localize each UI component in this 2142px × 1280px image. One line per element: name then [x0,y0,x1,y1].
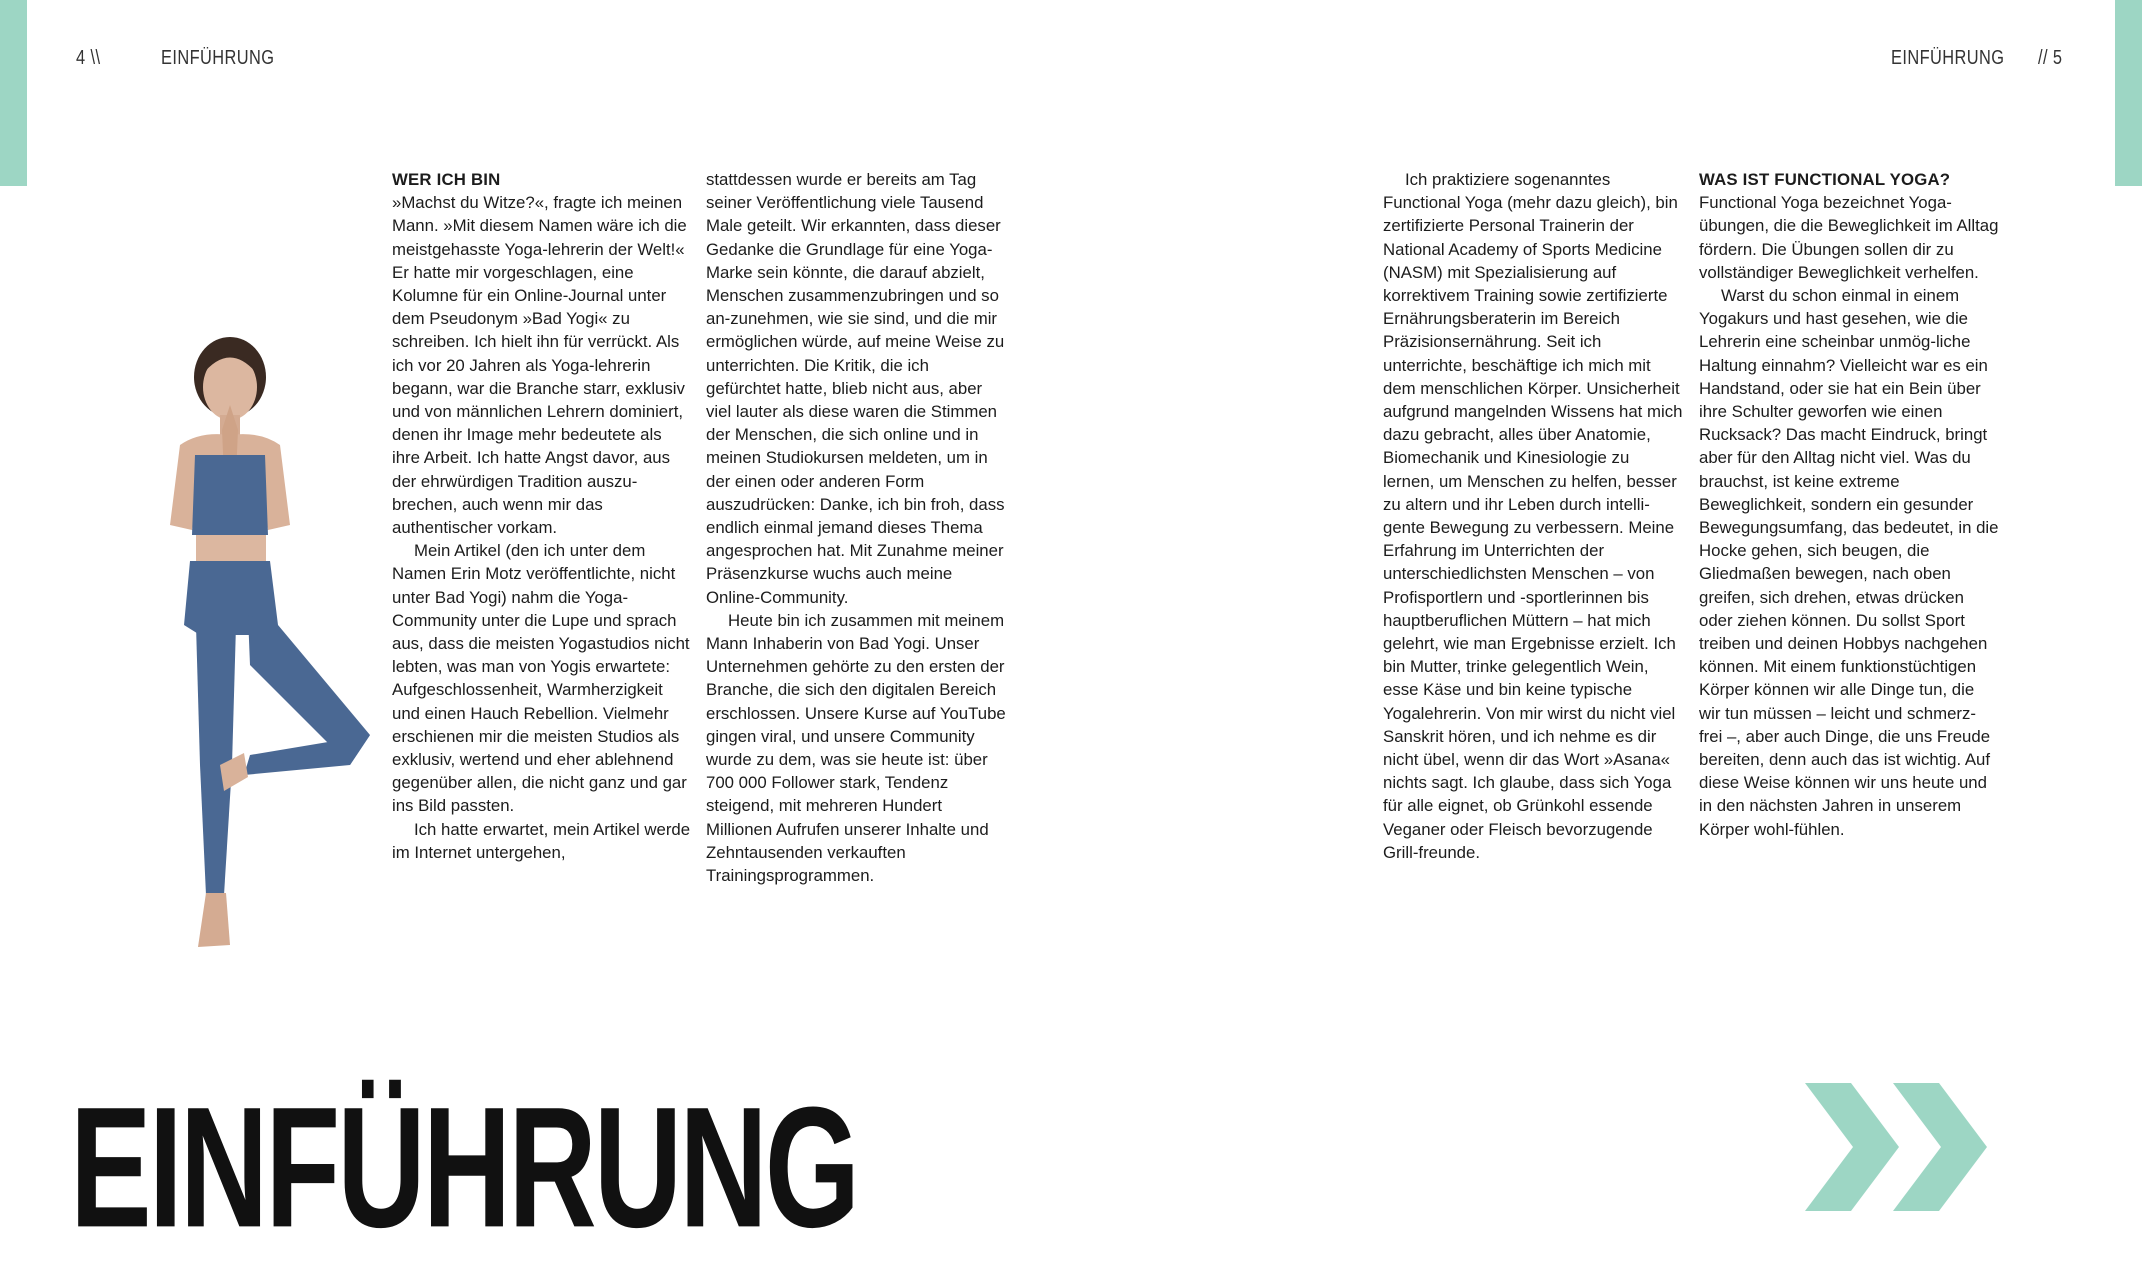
chapter-title: EINFÜHRUNG [70,1071,858,1264]
right-page-number: // 5 [2038,47,2063,69]
column-3 [1383,168,1683,864]
paragraph: »Machst du Witze?«, fragte ich meinen Mann. »Mit diesem Namen wäre ich die meistgehasste Yoga-lehrerin der Welt!« Er hatte mir vorgeschlagen, eine Kolumne für ein Online-Journal unter dem Pseudonym »Bad Yogi« zu schreiben. Ich hielt ihn für verrückt. Als ich vor 20 Jahren als Yoga-lehrerin begann, war die Branche starr, exklusiv und von männlichen Lehrern dominiert, denen ihr Image mehr bedeutete als ihre Arbeit. Ich hatte Angst davor, aus der ehrwürdigen Tradition auszu-brechen, auch wenn mir das authentischer vorkam. [392,193,687,538]
section-heading-who-am-i: WER ICH BIN [392,170,501,189]
standing-foot [198,893,230,947]
column-2 [706,168,1006,887]
chevron-right-icon [1893,1083,1987,1211]
bent-shin [244,735,370,775]
sports-top [192,455,268,535]
paragraph: Heute bin ich zusammen mit meinem Mann Inhaberin von Bad Yogi. Unser Unternehmen gehörte zu den ersten der Branche, die sich den digitalen Bereich erschlossen. Unsere Kurse auf YouTube gingen viral, und unsere Community wurde zu dem, was sie heute ist: über 700 000 Follower stark, Tendenz steigend, mit mehreren Hundert Millionen Aufrufen unserer Inhalte und Zehntausenden verkauften Trainingsprogrammen. [706,610,1006,886]
column-1 [392,168,692,864]
yoga-tree-pose-illustration [140,335,410,955]
left-page-number: 4 \\ [76,47,101,69]
right-running-title: EINFÜHRUNG [1891,47,2005,69]
paragraph: Mein Artikel (den ich unter dem Namen Erin Motz veröffentlichte, nicht unter Bad Yogi) nahm die Yoga-Community unter die Lupe und sprach aus, dass die meisten Yogastudios nicht lebten, was man von Yogis erwartete: Aufgeschlossenheit, Warmherzigkeit und einen Hauch Rebellion. Vielmehr erschienen mir die meisten Studios als exklusiv, wertend und eher ablehnend gegenüber allen, die nicht ganz und gar ins Bild passten. [392,541,690,816]
section-heading-functional-yoga: WAS IST FUNCTIONAL YOGA? [1699,170,1951,189]
chevron-right-icon [1805,1083,1899,1211]
paragraph: Ich praktiziere sogenanntes Functional Yoga (mehr dazu gleich), bin zertifizierte Personal Trainerin der National Academy of Sports Medicine (NASM) mit Spezialisierung auf korrektivem Training sowie zertifizierte Ernährungsberaterin im Bereich Präzisionsernährung. Seit ich unterrichte, beschäftige ich mich mit dem menschlichen Körper. Unsicherheit aufgrund mangelnden Wissens hat mich dazu gebracht, alles über Anatomie, Biomechanik und Kinesiologie zu lernen, um Menschen zu helfen, besser zu altern und ihr Leben durch intelli-gente Bewegung zu verbessern. Meine Erfahrung im Unterrichten der unterschiedlichsten Menschen – von Profisportlern und -sportlerinnen bis hauptberuflichen Müttern – hat mich gelehrt, wie man Ergebnisse erzielt. Ich bin Mutter, trinke gelegentlich Wein, esse Käse und bin keine typische Yogalehrerin. Von mir wirst du nicht viel Sanskrit hören, und ich nehme es dir nicht übel, wenn dir das Wort »Asana« nichts sagt. Ich glaube, dass sich Yoga für alle eignet, ob Grünkohl essende Veganer oder Fleisch bevorzugende Grill-freunde. [1383,170,1683,862]
paragraph: Functional Yoga bezeichnet Yoga-übungen, die die Beweglichkeit im Alltag fördern. Die Übungen sollen dir zu vollständiger Beweglichkeit verhelfen. [1699,193,1999,282]
paragraph: Warst du schon einmal in einem Yogakurs und hast gesehen, wie die Lehrerin eine scheinbar unmög-liche Haltung einnahm? Vielleicht war es ein Handstand, oder sie hat ein Bein über ihre Schulter geworfen wie einen Rucksack? Das macht Eindruck, bringt aber für den Alltag nicht viel. Was du brauchst, ist keine extreme Beweglichkeit, sondern ein gesunder Bewegungsumfang, das bedeutet, in die Hocke gehen, sich beugen, die Gliedmaßen bewegen, nach oben greifen, sich drehen, etwas drücken oder ziehen können. Du sollst Sport treiben und deinen Hobbys nachgehen können. Mit einem funktionstüchtigen Körper können wir alle Dinge tun, die wir tun müssen – leicht und schmerz-frei –, aber auch Dinge, die uns Freude bereiten, denn auch das ist wichtig. Auf diese Weise können wir uns heute und in den nächsten Jahren in unserem Körper wohl-fühlen. [1699,286,1999,839]
column-4 [1699,168,1999,841]
paragraph: Ich hatte erwartet, mein Artikel werde im Internet untergehen, [392,819,691,862]
midriff [196,535,266,561]
right-accent-bar [2115,0,2142,186]
double-chevron-right-icon [1805,1083,1989,1211]
left-running-title: EINFÜHRUNG [161,47,275,69]
paragraph: stattdessen wurde er bereits am Tag seiner Veröffentlichung viele Tausend Male geteilt. Wir erkannten, dass dieser Gedanke die Grundlage für eine Yoga-Marke sein könnte, die darauf abzielt, Menschen zusammenzubringen und so an-zunehmen, wie sie sind, und die mir ermöglichen würde, auf meine Weise zu unterrichten. Die Kritik, die ich gefürchtet hatte, blieb nicht aus, aber viel lauter als diese waren die Stimmen der Menschen, die sich online und in meinen Studiokursen meldeten, um in der einen oder anderen Form auszudrücken: Danke, ich bin froh, dass endlich einmal jemand dieses Thema angesprochen hat. Mit Zunahme meiner Präsenzkurse wuchs auch meine Online-Community. [706,170,1005,607]
left-accent-bar [0,0,27,186]
